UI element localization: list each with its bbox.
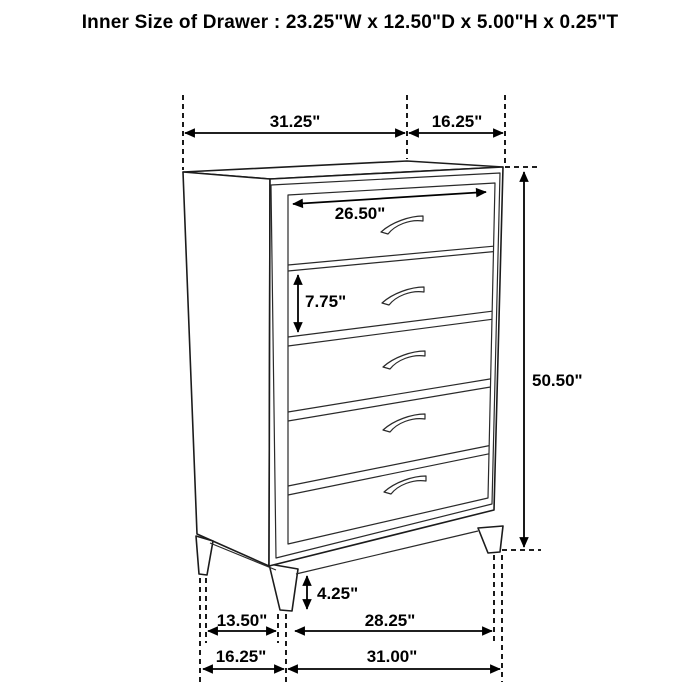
label-foot-span-front-inner: 28.25" <box>364 611 416 630</box>
label-drawer-front-height: 7.75" <box>305 292 347 311</box>
chest-front-left-leg <box>269 564 298 611</box>
label-width-bottom-overall: 31.00" <box>366 647 418 666</box>
page-title: Inner Size of Drawer : 23.25"W x 12.50"D x 5.00"H x 0.25"T <box>81 12 619 33</box>
label-height-overall: 50.50" <box>532 371 583 390</box>
label-leg-height: 4.25" <box>317 584 359 603</box>
chest-front-right-leg <box>478 526 503 553</box>
label-width-back-top: 31.25" <box>269 112 321 131</box>
label-depth-bottom-overall: 16.25" <box>215 647 267 666</box>
chest-left-side-panel <box>183 172 270 566</box>
label-foot-span-side-inner: 13.50" <box>216 611 268 630</box>
label-drawer-front-width: 26.50" <box>334 204 386 223</box>
label-depth-top: 16.25" <box>431 112 483 131</box>
chest-drawing <box>183 161 503 611</box>
chest-back-left-leg <box>196 536 213 575</box>
